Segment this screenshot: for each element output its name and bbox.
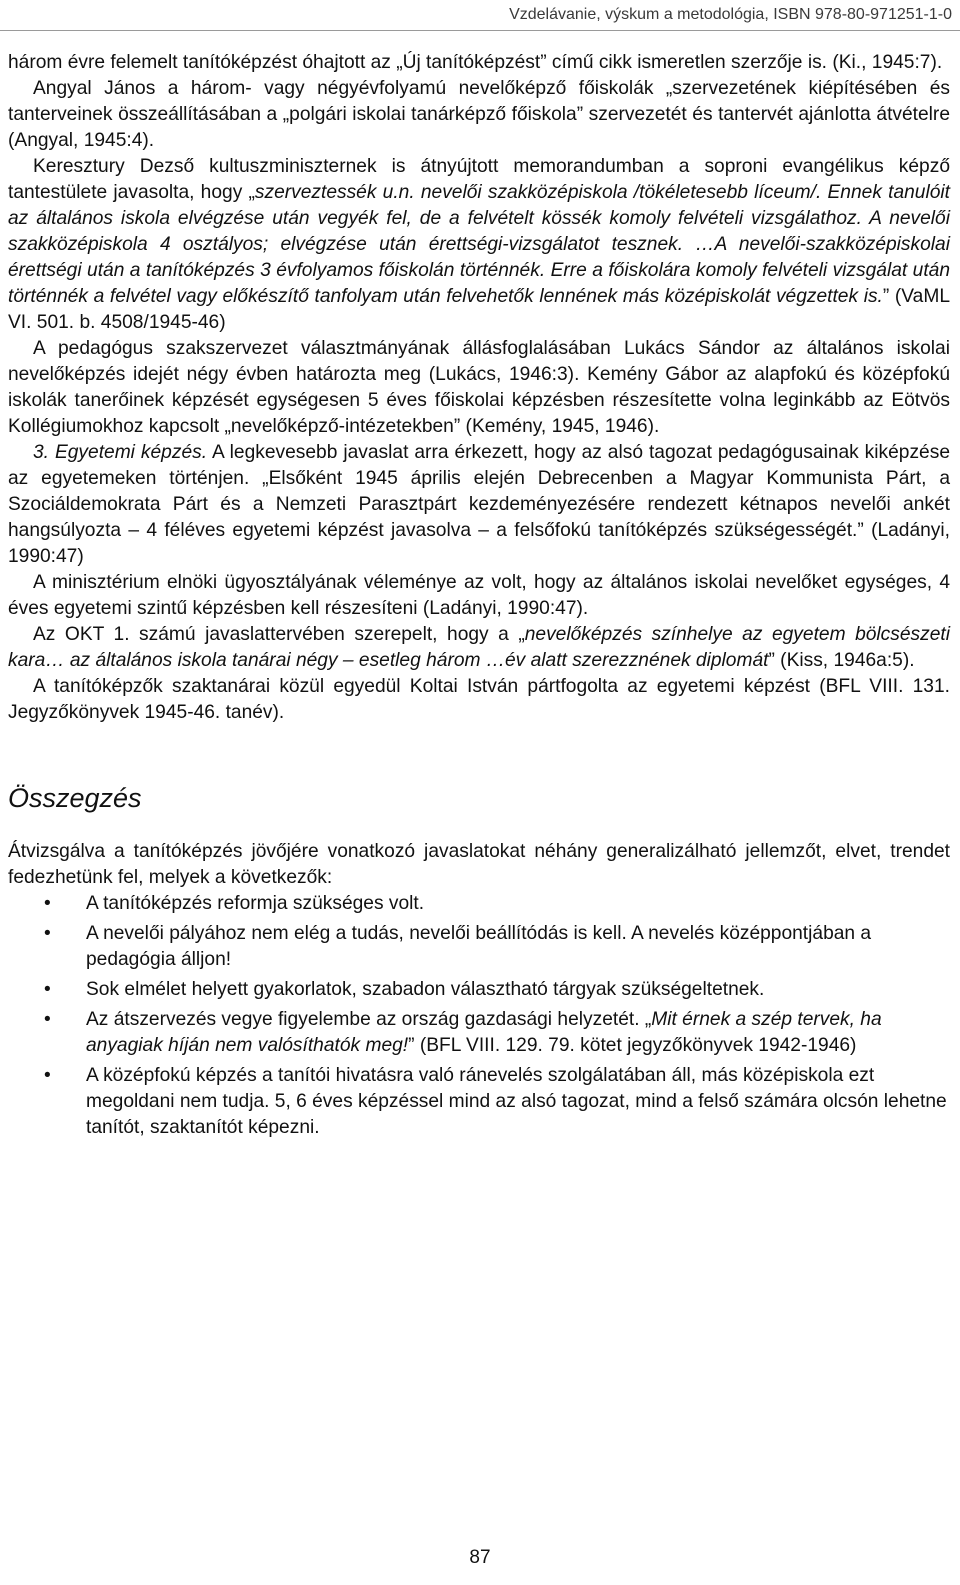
bullet-icon: •	[44, 1065, 51, 1086]
list-item-text: A tanítóképzés reformja szükséges volt.	[86, 893, 425, 914]
list-item-text: A középfokú képzés a tanítói hivatásra való ránevelés szolgálatában áll, más középiskola ezt megoldani nem tudja. 5, 6 éves képzéssel mind az alsó tagozat, mind a felső számára olcsón lehetne tanítót, szaktanítót képezni.	[86, 1065, 947, 1138]
page-number: 87	[469, 1547, 491, 1568]
paragraph-5-text: A legkevesebb javaslat arra érkezett, hogy az alsó tagozat pedagógusainak kiképzése az egyetemeken történjen. „Elsőként 1945 április elején Debrecenben a Magyar Kommunista Párt, a Szociáldemokrata Párt és a Nemzeti Parasztpárt kezdeményezésére rendezett kétnapos nevelői ankét hangsúlyozta – 4 féléves egyetemi képzést javasolva – a felsőfokú tanítóképzés szükségességét.” (Ladányi, 1990:47)	[8, 442, 950, 567]
list-item-quote: Mit érnek a szép tervek, ha anyagiak híján nem valósíthatók meg!	[86, 1009, 882, 1056]
bullet-icon: •	[44, 923, 51, 944]
bullet-icon: •	[44, 893, 51, 914]
summary-intro-text: Átvizsgálva a tanítóképzés jövőjére vonatkozó javaslatokat néhány generalizálható jellemzőt, elvet, trendet fedezhetünk fel, melyek a következők:	[8, 841, 950, 888]
list-item-text: A nevelői pályához nem elég a tudás, nevelői beállítódás is kell. A nevelés középpontjában a pedagógia álljon!	[86, 923, 872, 970]
paragraph-1-text: három évre felemelt tanítóképzést óhajtott az „Új tanítóképzést” című cikk ismeretlen szerzője is. (Ki., 1945:7).	[8, 52, 943, 73]
paragraph-3	[8, 154, 950, 336]
paragraph-6	[8, 570, 950, 622]
document-body	[8, 50, 950, 1141]
paragraph-6-text: A minisztérium elnöki ügyosztályának véleménye az volt, hogy az általános iskolai nevelőket egységes, 4 éves egyetemi szintű képzésben kell részesíteni (Ladányi, 1990:47).	[8, 572, 950, 619]
list-item	[8, 891, 950, 917]
paragraph-5	[8, 440, 950, 570]
section-title: Összegzés	[8, 783, 142, 813]
paragraph-7-text: Az OKT 1. számú javaslattervében szerepelt, hogy a „	[33, 624, 525, 645]
paragraph-7-citation: ” (Kiss, 1946a:5).	[768, 650, 915, 671]
list-item-text: Az átszervezés vegye figyelembe az ország gazdasági helyzetét. „	[86, 1009, 652, 1030]
bullet-icon: •	[44, 979, 51, 1000]
list-item-text: Sok elmélet helyett gyakorlatok, szabadon választható tárgyak szükségeltetnek.	[86, 979, 765, 1000]
paragraph-3-quote: szerveztessék u.n. nevelői szakközépiskola /tökéletesebb líceum/. Ennek tanulóit az általános iskola elvégzése után vegyék fel, de a felvételt kössék komoly felvételi vizsgálathoz. A nevelői szakközépiskola 4 osztályos; elvégzése után érettségi-vizsgálatot tesznek. …A nevelői-szakközépiskolai érettségi után a tanítóképzés 3 évfolyamos főiskolán történnék. Erre a főiskolára komoly felvételi vizsgálat után történnék a felvétel vagy előkészítő tanfolyam után felvehetők lennének más középiskolát végzettek is.	[8, 182, 950, 307]
list-item	[8, 1063, 950, 1141]
bullet-icon: •	[44, 1009, 51, 1030]
list-item	[8, 921, 950, 973]
paragraph-7	[8, 622, 950, 674]
list-item-citation: ” (BFL VIII. 129. 79. kötet jegyzőkönyvek 1942-1946)	[408, 1035, 857, 1056]
paragraph-7-quote: nevelőképzés színhelye az egyetem bölcsészeti kara… az általános iskola tanárai négy – esetleg három …év alatt szerezznének diplomát	[8, 624, 950, 671]
paragraph-3-citation: ” (VaML VI. 501. b. 4508/1945-46)	[8, 286, 950, 333]
list-item	[8, 1007, 950, 1059]
paragraph-1	[8, 50, 950, 76]
summary-list	[8, 891, 950, 1141]
list-item	[8, 977, 950, 1003]
summary-intro	[8, 839, 950, 891]
header-divider	[0, 30, 960, 31]
paragraph-2	[8, 76, 950, 154]
subsection-heading: 3. Egyetemi képzés.	[33, 442, 208, 463]
paragraph-2-text: Angyal János a három- vagy négyévfolyamú nevelőképző főiskolák „szervezetének kiépítésében és tanterveinek összeállításában a „polgári iskolai tanárképző főiskola” szervezetét és tantervét ajánlotta átvételre (Angyal, 1945:4).	[8, 78, 950, 151]
paragraph-3-text: Keresztury Dezső kultuszminiszternek is átnyújtott memorandumban a soproni evangélikus képző tantestülete javasolta, hogy „	[8, 156, 950, 203]
running-header: Vzdelávanie, výskum a metodológia, ISBN 978-80-971251-1-0	[509, 6, 952, 23]
paragraph-8-text: A tanítóképzők szaktanárai közül egyedül Koltai István pártfogolta az egyetemi képzést (BFL VIII. 131. Jegyzőkönyvek 1945-46. tanév).	[8, 676, 950, 723]
paragraph-4-text: A pedagógus szakszervezet választmányának állásfoglalásában Lukács Sándor az általános iskolai nevelőképzés idejét négy évben határozta meg (Lukács, 1946:3). Kemény Gábor az alapfokú és középfokú iskolák tanerőinek képzését egységesen 5 éves főiskolai képzésben részesítette volna leginkább az Eötvös Kollégiumokhoz kapcsolt „nevelőképző-intézetekben” (Kemény, 1945, 1946).	[8, 338, 950, 437]
paragraph-8	[8, 674, 950, 726]
paragraph-4	[8, 336, 950, 440]
